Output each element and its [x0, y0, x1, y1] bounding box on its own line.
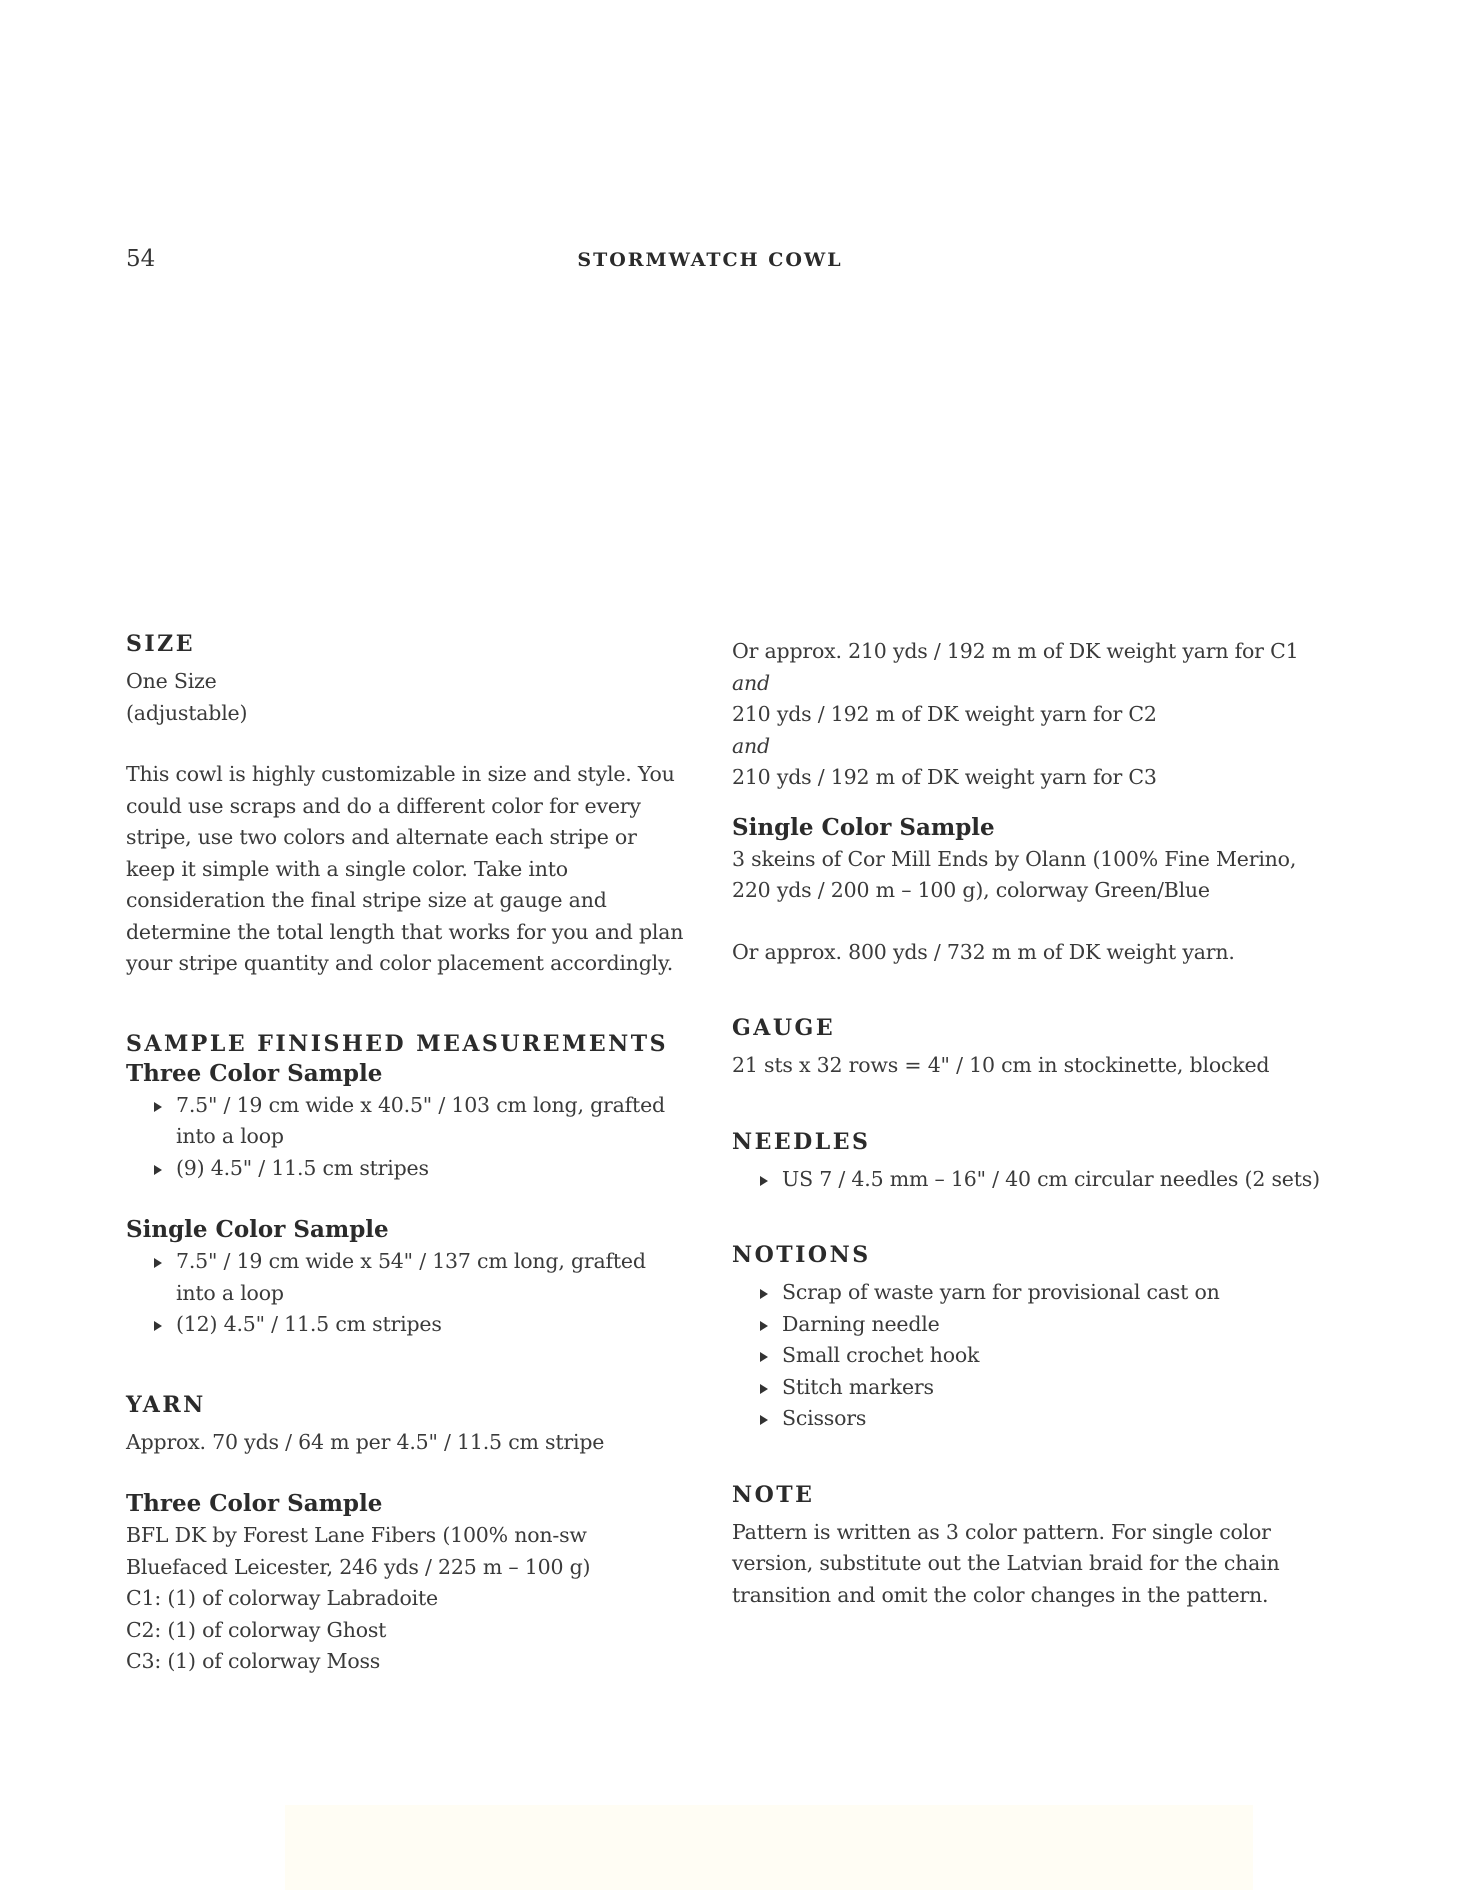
list-item: Darning needle [782, 1309, 1332, 1341]
list-item: Small crochet hook [782, 1340, 1332, 1372]
note-text: Pattern is written as 3 color pattern. For single color version, substitute out the Latvian braid for the chain transition and omit the color changes in the pattern. [732, 1519, 1280, 1607]
footer-band [285, 1805, 1253, 1890]
size-section [126, 630, 686, 980]
list-item: 7.5" / 19 cm wide x 40.5" / 103 cm long, grafted into a loop [176, 1090, 686, 1153]
yarn-alternatives [732, 636, 1332, 968]
bullet-icon [154, 1165, 162, 1175]
list-item: 7.5" / 19 cm wide x 54" / 137 cm long, grafted into a loop [176, 1246, 686, 1309]
measurements-section [126, 1030, 686, 1341]
list-item: Stitch markers [782, 1372, 1332, 1404]
bullet-icon [760, 1321, 768, 1331]
list-item: (9) 4.5" / 11.5 cm stripes [176, 1153, 686, 1185]
measurements-heading: SAMPLE FINISHED MEASUREMENTS [126, 1030, 669, 1057]
size-line: (adjustable) [126, 700, 248, 725]
single-color-yarn-line: 3 skeins of Cor Mill Ends by Olann (100% Fine Merino, 220 yds / 200 m – 100 g), colorway Green/Blue [732, 846, 1297, 902]
page-number: 54 [126, 246, 156, 272]
yarn-line: C1: (1) of colorway Labradoite [126, 1586, 438, 1610]
gauge-section [732, 1014, 1332, 1082]
list-item: US 7 / 4.5 mm – 16" / 40 cm circular needles (2 sets) [782, 1164, 1332, 1196]
yarn-alt-line: Or approx. 210 yds / 192 m m of DK weight yarn for C1 [732, 639, 1299, 663]
bullet-icon [760, 1352, 768, 1362]
bullet-icon [760, 1384, 768, 1394]
single-color-yarn-alt: Or approx. 800 yds / 732 m m of DK weight yarn. [732, 939, 1235, 964]
note-section [732, 1481, 1332, 1612]
size-heading: SIZE [126, 631, 196, 657]
bullet-icon [154, 1258, 162, 1268]
list-item: Scrap of waste yarn for provisional cast on [782, 1277, 1332, 1309]
three-color-measurements-list [126, 1090, 686, 1185]
yarn-alt-line: and [732, 670, 770, 695]
bullet-icon [760, 1289, 768, 1299]
needles-heading: NEEDLES [732, 1128, 871, 1155]
gauge-heading: GAUGE [732, 1015, 836, 1041]
size-description: This cowl is highly customizable in size and style. You could use scraps and do a different color for every stripe, use two colors and alternate each stripe or keep it simple with a single color. Take into consideration the final stripe size at gauge and determine the total length that works for you and plan your stripe quantity and color placement accordingly. [126, 762, 684, 975]
size-line: One Size [126, 669, 217, 693]
yarn-line: C3: (1) of colorway Moss [126, 1649, 381, 1673]
three-color-measurements-title: Three Color Sample [126, 1059, 383, 1087]
yarn-alt-line: 210 yds / 192 m of DK weight yarn for C3 [732, 765, 1157, 789]
gauge-text: 21 sts x 32 rows = 4" / 10 cm in stockinette, blocked [732, 1053, 1270, 1077]
bullet-icon [760, 1176, 768, 1186]
yarn-alt-line: 210 yds / 192 m of DK weight yarn for C2 [732, 702, 1157, 726]
needles-list [732, 1164, 1332, 1196]
yarn-line: BFL DK by Forest Lane Fibers (100% non-sw Bluefaced Leicester, 246 yds / 225 m – 100 g) [126, 1523, 591, 1579]
list-item: (12) 4.5" / 11.5 cm stripes [176, 1309, 686, 1341]
yarn-line: C2: (1) of colorway Ghost [126, 1617, 387, 1642]
three-color-yarn-title: Three Color Sample [126, 1490, 383, 1517]
notions-heading: NOTIONS [732, 1242, 871, 1268]
single-color-measurements-title: Single Color Sample [126, 1216, 389, 1243]
running-title: STORMWATCH COWL [577, 249, 843, 271]
needles-section [732, 1128, 1332, 1196]
yarn-heading: YARN [126, 1391, 206, 1418]
bullet-icon [760, 1415, 768, 1425]
left-column [126, 630, 686, 1678]
notions-section [732, 1241, 1332, 1435]
single-color-yarn-title: Single Color Sample [732, 813, 995, 841]
yarn-alt-line: and [732, 733, 770, 758]
list-item: Scissors [782, 1403, 1332, 1435]
yarn-approx: Approx. 70 yds / 64 m per 4.5" / 11.5 cm stripe [126, 1429, 605, 1454]
yarn-section [126, 1391, 686, 1678]
note-heading: NOTE [732, 1481, 815, 1508]
notions-list [732, 1277, 1332, 1435]
bullet-icon [154, 1102, 162, 1112]
bullet-icon [154, 1321, 162, 1331]
right-column [732, 636, 1332, 1611]
single-color-measurements-list [126, 1246, 686, 1341]
